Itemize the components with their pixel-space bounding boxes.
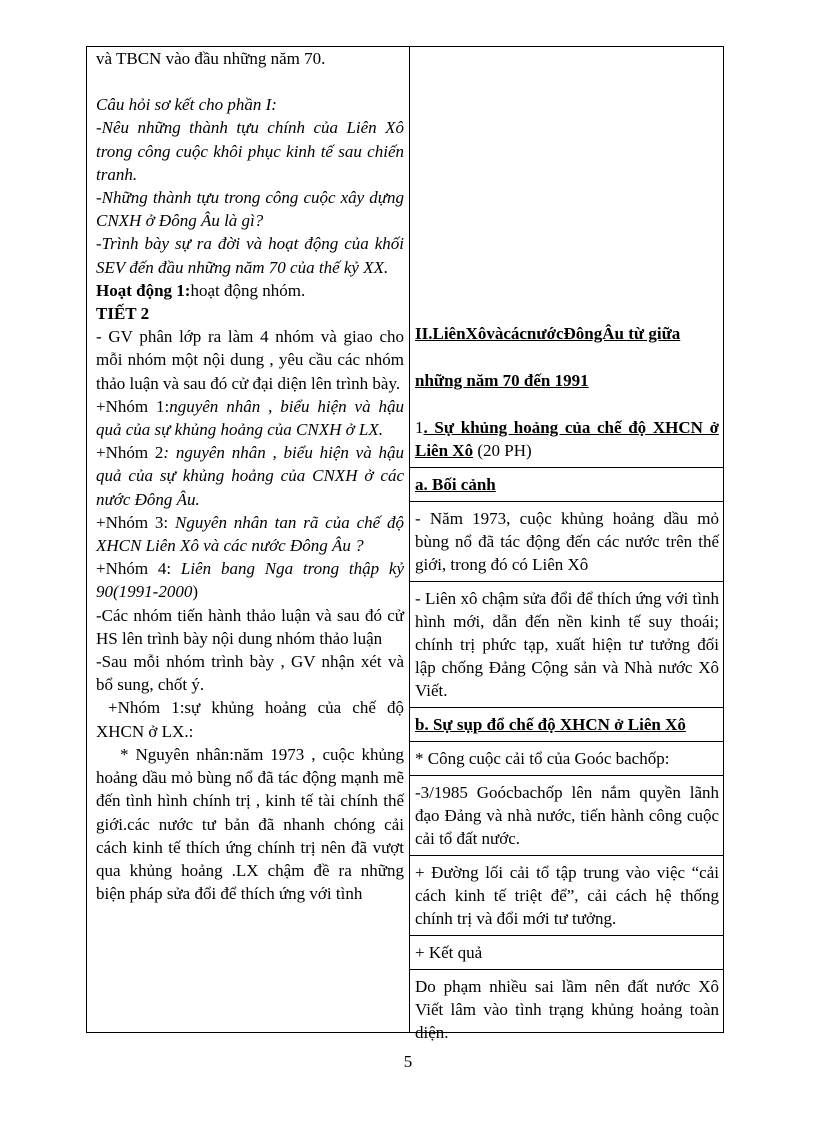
activity-1-text: hoạt động nhóm.: [190, 280, 306, 300]
spacer: [96, 70, 404, 93]
group-1-task: [96, 395, 404, 441]
divider: [410, 855, 723, 856]
group-1-answer-title: +Nhóm 1:sự khủng hoảng của chế độ XHCN ở LX.:: [96, 698, 404, 741]
group-2-text: : nguyên nhân , biểu hiện và hậu quả của sự khủng hoảng của CNXH ở các nước Đông Âu.: [96, 443, 404, 509]
divider: [410, 467, 723, 468]
activity-1: [96, 279, 404, 302]
page-number: 5: [403, 1052, 413, 1071]
content-column: [410, 47, 723, 1042]
result-text: Do phạm nhiều sai lầm nên đất nước Xô Viết lâm vào tình trạng khủng hoảng toàn diện.: [415, 977, 719, 1042]
review-question-2: -Những thành tựu trong công cuộc xây dựng CNXH ở Đông Âu là gì?: [96, 188, 404, 231]
review-question-3: -Trình bày sự ra đời và hoạt động của khối SEV đến đầu những năm 70 của thế kỷ XX.: [96, 234, 404, 277]
context-heading: a. Bối cảnh: [415, 475, 496, 494]
divider: [410, 501, 723, 502]
group-4-task: [96, 557, 404, 603]
spacer: [415, 47, 719, 322]
group-4-text: Liên bang Nga trong thập kỷ 90(1991-2000: [96, 559, 405, 602]
divider: [410, 969, 723, 970]
group-4-end: ): [192, 582, 198, 602]
section-heading-line-1: II.LiênXôvàcácnướcĐôngÂu từ giữa: [415, 324, 681, 343]
subsection-1-title: . Sự khủng hoảng của chế độ XHCN ở Liên Xô: [415, 418, 719, 460]
teacher-activity-column: [87, 47, 410, 1032]
group-4-label: +Nhóm 4:: [96, 559, 181, 579]
divider: [410, 707, 723, 708]
subsection-1-time: (20 PH): [473, 441, 532, 460]
group-2-label: +Nhóm 2: [96, 443, 164, 463]
reform-point-2: + Đường lối cải tổ tập trung vào việc “cải cách kinh tế triệt để”, cải cách hệ thống chính trị và đổi mới tư tưởng.: [415, 863, 719, 928]
review-question-title: Câu hỏi sơ kết cho phần I:: [96, 95, 277, 115]
divider: [410, 935, 723, 936]
subsection-1: [415, 416, 719, 462]
section-heading-line-2: những năm 70 đến 1991: [415, 371, 589, 390]
divider: [410, 741, 723, 742]
discussion-step: -Các nhóm tiến hành thảo luận và sau đó cử HS lên trình bày nội dung nhóm thảo luận: [96, 605, 404, 648]
collapse-heading: b. Sự sụp đổ chế độ XHCN ở Liên Xô: [415, 715, 686, 734]
result-title: + Kết quả: [415, 943, 483, 962]
cause-paragraph: * Nguyên nhân:năm 1973 , cuộc khủng hoảng dầu mỏ bùng nổ đã tác động mạnh mẽ đến tình hình chính trị , kinh tế tài chính thế giới.các nước tư bản đã nhanh chóng cải cách kinh tế thích ứng chính trị nên đã vượt qua khủng hoảng .LX chậm đề ra những biện pháp sửa đổi để thích ứng với tình: [96, 744, 404, 904]
group-3-task: [96, 511, 404, 557]
group-1-text: nguyên nhân , biểu hiện và hậu quả của sự khủng hoảng của CNXH ở LX.: [96, 396, 404, 440]
lesson-table: [86, 46, 724, 1042]
divider: [410, 581, 723, 582]
reform-point-1: -3/1985 Goócbachốp lên nắm quyền lãnh đạo Đảng và nhà nước, tiến hành công cuộc cải tổ đất nước.: [415, 783, 719, 848]
teacher-grouping: - GV phân lớp ra làm 4 nhóm và giao cho mỗi nhóm một nội dung , yêu cầu các nhóm thảo luận và sau đó cử đại diện lên trình bày.: [96, 327, 404, 393]
reform-title: * Công cuộc cải tổ của Goóc bachốp:: [415, 749, 670, 768]
group-1-label: +Nhóm 1:: [96, 396, 170, 416]
context-point-1: - Năm 1973, cuộc khủng hoảng dầu mỏ bùng nổ đã tác động đến các nước trên thế giới, trong đó có Liên Xô: [415, 509, 719, 574]
group-2-task: [96, 441, 404, 511]
intro-line: và TBCN vào đầu những năm 70.: [96, 49, 326, 68]
group-3-label: +Nhóm 3:: [96, 512, 176, 532]
lesson-period: TIẾT 2: [96, 304, 150, 324]
subsection-1-number: 1: [415, 418, 424, 437]
context-point-2: - Liên xô chậm sửa đổi để thích ứng với tình hình mới, dẫn đến nền kinh tế suy thoái; chính trị phức tạp, xuất hiện tư tưởng đối lập chống Đảng Cộng sản và Nhà nước Xô Viết.: [415, 589, 719, 700]
review-question-1: -Nêu những thành tựu chính của Liên Xô trong công cuộc khôi phục kinh tế sau chiến tranh.: [96, 118, 404, 184]
group-3-text: Nguyên nhân tan rã của chế độ XHCN Liên Xô và các nước Đông Âu ?: [96, 512, 405, 556]
divider: [410, 775, 723, 776]
activity-1-label: Hoạt động 1:: [96, 280, 191, 300]
teacher-review-step: -Sau mỗi nhóm trình bày , GV nhận xét và bổ sung, chốt ý.: [96, 652, 404, 695]
